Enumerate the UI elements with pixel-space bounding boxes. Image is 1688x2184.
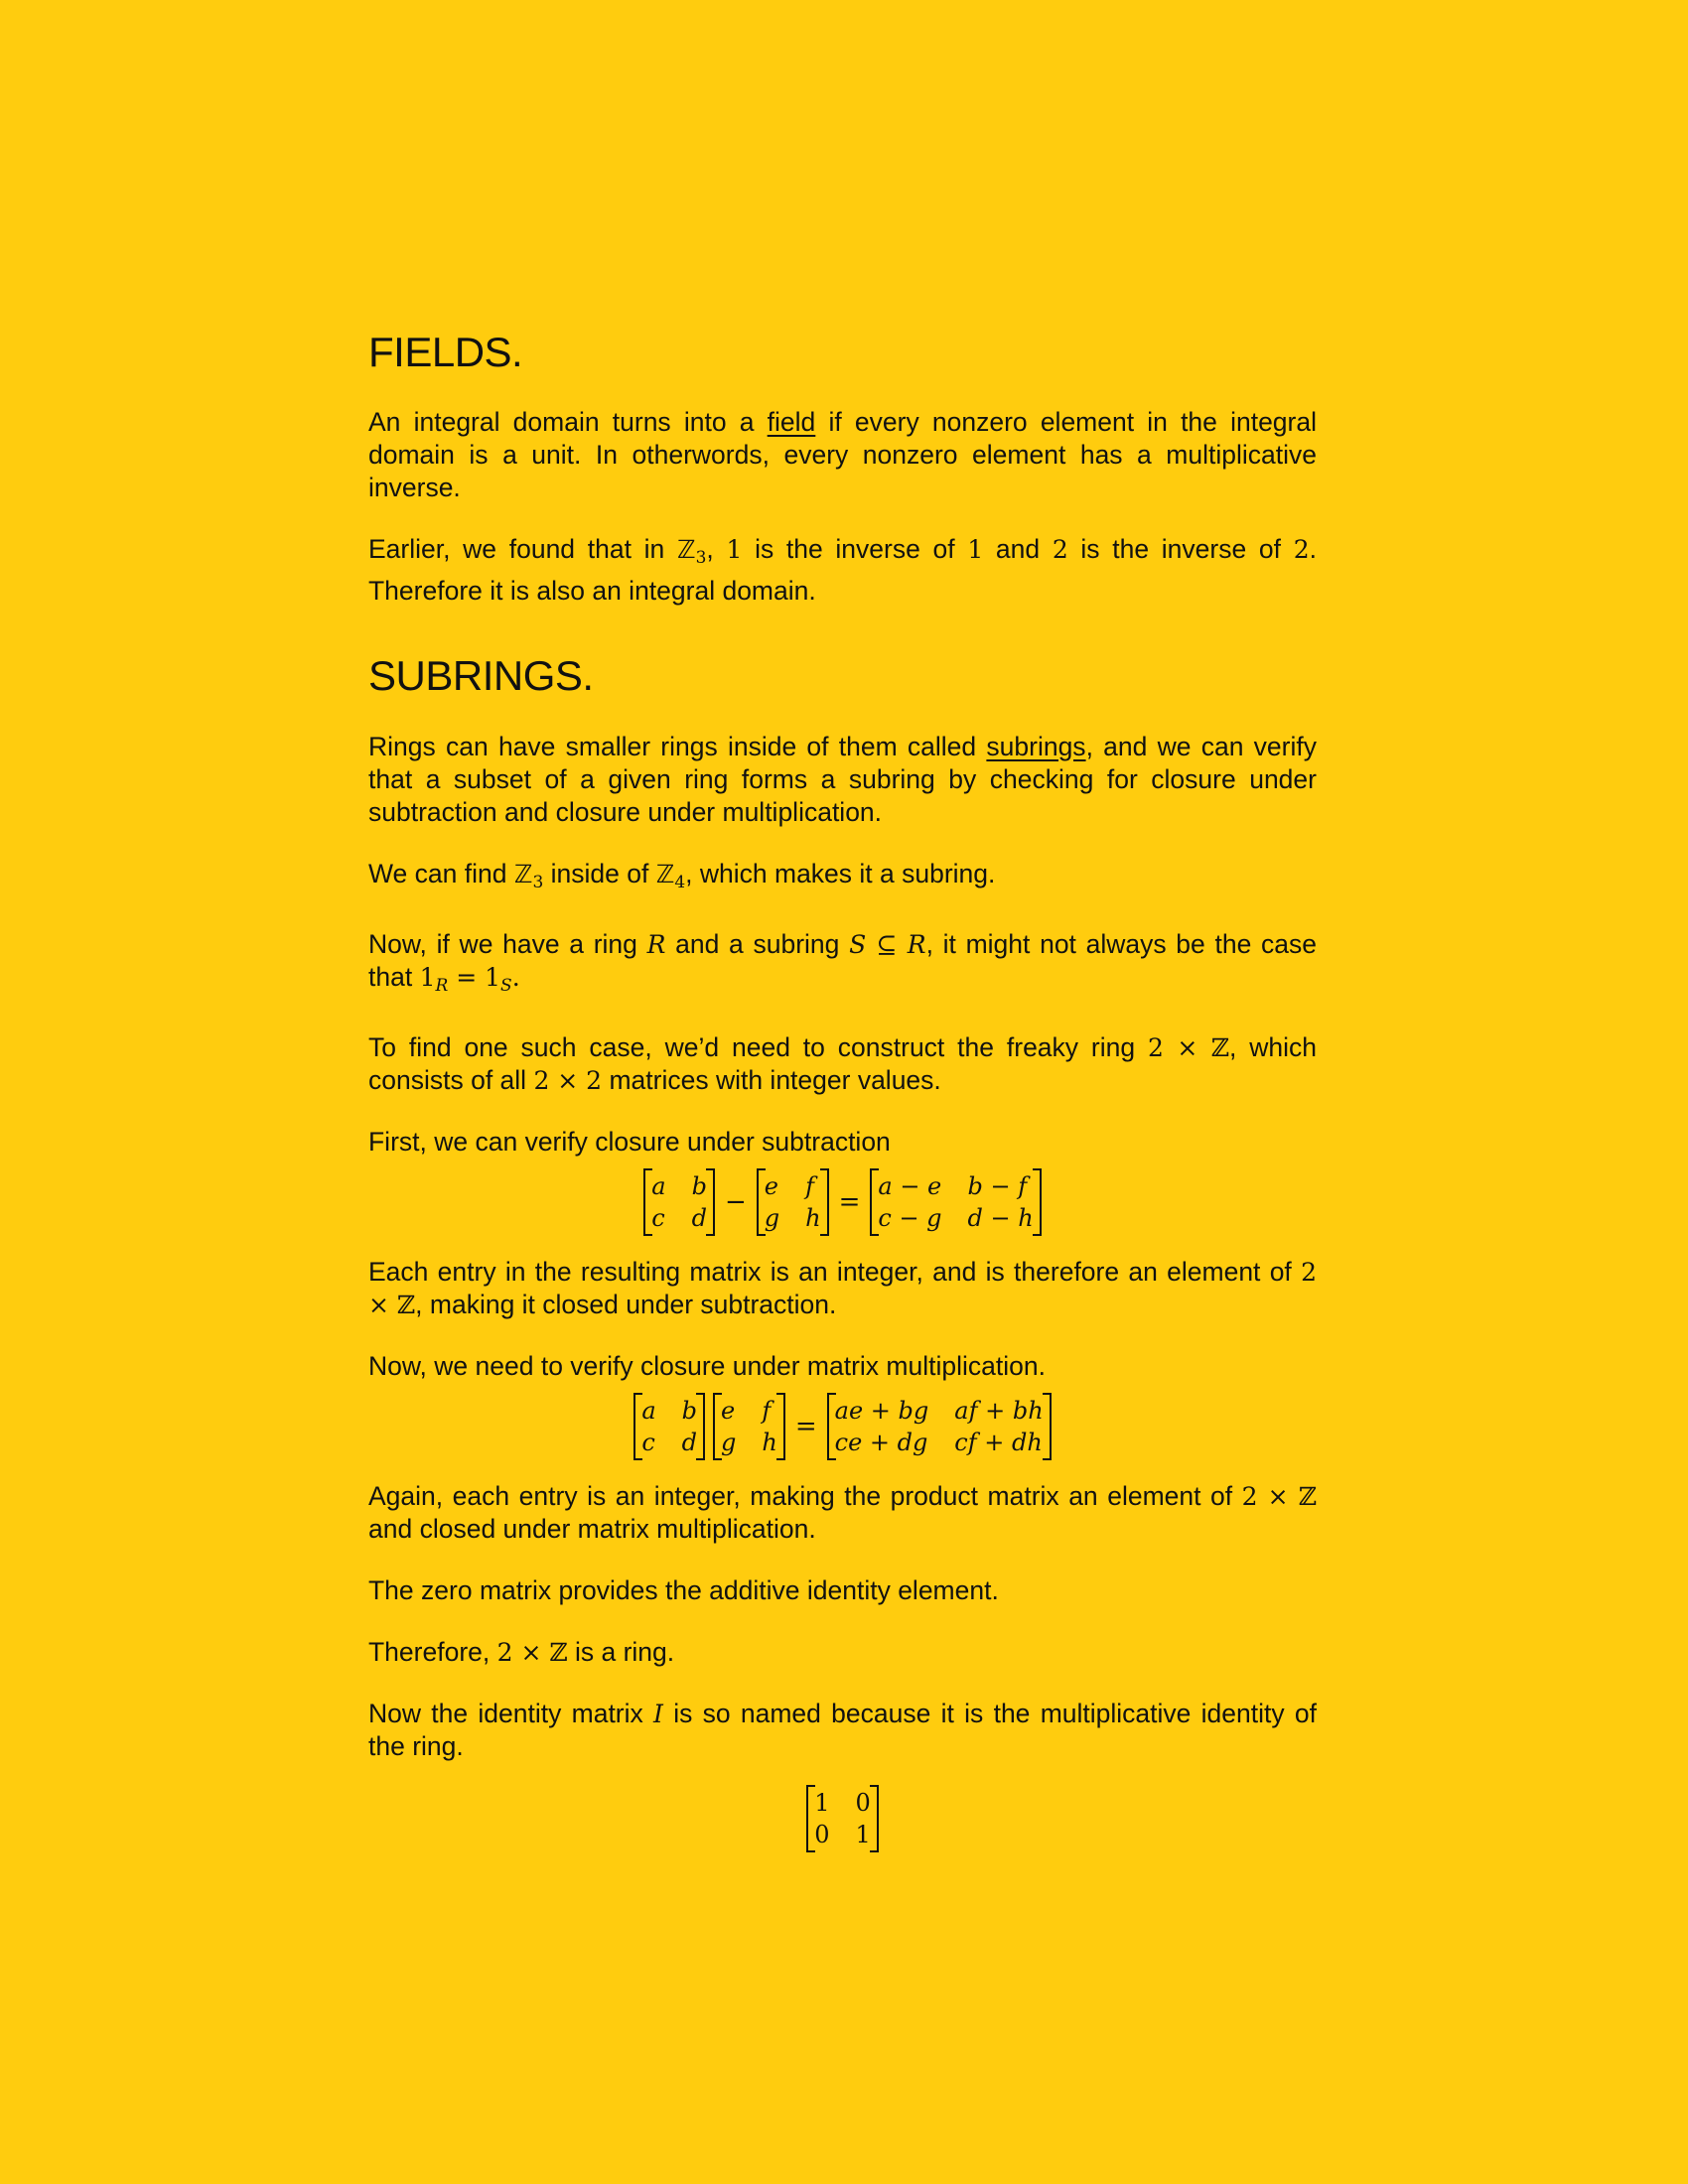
matrix-abcd [633,1393,705,1460]
matrix-entry: g [721,1428,737,1456]
matrix-entry: 1 [814,1788,830,1817]
matrix-entry: h [805,1203,821,1232]
text-run: 1 [419,962,436,992]
matrix-entry: g [764,1203,780,1232]
text-run: 4 [674,872,686,892]
matrix-efgh [713,1393,785,1460]
text-run: Again, each entry is an integer, making the product matrix an element of [368,1480,1242,1511]
matrix-entry: 0 [814,1820,830,1848]
text-run: , which makes it a subring. [685,858,996,888]
text-run: = [448,962,486,992]
subtraction-equation [368,1168,1317,1236]
text-run: is the inverse of [742,534,968,565]
text-run: 1 [967,535,984,565]
text-run: and closed under matrix multiplication. [368,1513,816,1544]
subrings-paragraph-2 [368,858,1317,899]
text-run: Each entry in the resulting matrix is an integer, and is therefore an element of [368,1256,1302,1287]
text-run: I [653,1699,663,1728]
text-run: . [511,962,520,992]
subrings-heading: SUBRINGS. [368,652,594,700]
text-run: . Therefore it is also an integral domain. [368,534,1317,607]
identity-matrix-display [368,1785,1317,1852]
matrix-entry: f [805,1171,814,1200]
matrix-entry: ae + bg [834,1396,929,1425]
text-run: S [849,929,867,959]
text-run: Now, if we have a ring [368,928,647,959]
matrix-entry: e [721,1396,736,1425]
text-run: R [646,929,666,959]
text-run: 2 × ℤ [368,1257,1317,1319]
matrix-entry: cf + dh [954,1428,1043,1456]
text-run: matrices with integer values. [602,1064,941,1095]
text-run: is a ring. [567,1636,675,1667]
document-page [368,328,1317,1852]
subrings-paragraph-9: The zero matrix provides the additive identity element. [368,1574,999,1605]
matrix-entry: b − f [967,1171,1028,1200]
subrings-term: subrings [986,731,1086,761]
text-run: , making it closed under subtraction. [415,1289,837,1319]
text-run: and a subring [665,928,850,959]
text-run: ℤ [513,859,533,888]
text-run: R [435,975,449,996]
matrix-entry: 0 [855,1788,871,1817]
minus-operator: − [724,1186,747,1217]
equals-operator: = [838,1186,861,1217]
subrings-paragraph-11 [368,1698,1317,1763]
subrings-paragraph-7: Now, we need to verify closure under matrix multiplication. [368,1350,1046,1381]
subrings-paragraph-3 [368,928,1317,1003]
matrix-entry: h [762,1428,777,1456]
text-run: Earlier, we found that in [368,534,677,565]
text-run: 2 × ℤ [1241,1481,1317,1511]
matrix-entry: e [764,1171,778,1200]
subrings-paragraph-10 [368,1636,1317,1669]
matrix-entry: a [651,1171,666,1200]
subrings-paragraph-6 [368,1256,1317,1321]
subrings-paragraph-1 [368,731,1317,829]
text-run: ℤ [676,535,696,565]
subrings-paragraph-5: First, we can verify closure under subtraction [368,1126,891,1157]
matrix-entry: c [641,1428,655,1456]
text-run: , [706,534,727,565]
text-run: Rings can have smaller rings inside of them called [368,731,987,761]
text-run: R [907,929,926,959]
matrix-entry: d [681,1428,698,1456]
subrings-paragraph-4 [368,1031,1317,1097]
text-run: , and we can verify that a subset of a given ring forms a subring by checking for closure under subtraction and closure under multiplication. [368,731,1317,827]
multiplication-equation [368,1393,1317,1460]
text-run: , which consists of all [368,1031,1318,1095]
text-run: 3 [532,872,544,892]
matrix-entry: a [641,1396,656,1425]
matrix-difference [870,1168,1041,1236]
text-run: ℤ [655,859,675,888]
matrix-entry: d − h [967,1203,1034,1232]
matrix-entry: d [691,1203,707,1232]
text-run: An integral domain turns into a [368,407,768,438]
text-run: , it might not always be the case that [368,928,1317,992]
text-run: is the inverse of [1067,534,1294,565]
text-run: if every nonzero element in the integral domain is a unit. In otherwords, every nonzero element has a multiplicative inverse. [368,407,1317,503]
fields-paragraph-1 [368,406,1317,504]
text-run: Therefore, [368,1636,497,1667]
identity-matrix [806,1785,879,1852]
equals-operator: = [794,1411,817,1441]
text-run: To find one such case, we’d need to construct the freaky ring [368,1031,1148,1062]
fields-heading: FIELDS. [368,329,523,375]
matrix-entry: f [762,1396,772,1425]
text-run: 2 × 2 [533,1065,603,1095]
matrix-entry: a − e [878,1171,942,1200]
subrings-paragraph-8 [368,1480,1317,1546]
text-run: 3 [695,548,707,569]
text-run: 2 [1293,535,1310,565]
matrix-entry: b [681,1396,698,1425]
text-run: 2 × ℤ [496,1637,568,1667]
text-run: ⊆ [866,929,908,959]
text-run: inside of [543,858,656,888]
field-term: field [767,407,816,438]
fields-paragraph-2 [368,533,1317,608]
text-run: 1 [726,535,743,565]
matrix-entry: ce + dg [834,1428,928,1456]
text-run: S [500,975,512,996]
matrix-entry: af + bh [954,1396,1044,1425]
text-run: Now the identity matrix [368,1698,654,1728]
matrix-entry: 1 [855,1820,871,1848]
text-run: 2 × ℤ [1147,1032,1230,1062]
matrix-abcd [643,1168,715,1236]
matrix-efgh [757,1168,829,1236]
text-run: 2 [1052,535,1068,565]
matrix-product [827,1393,1052,1460]
text-run: We can find [368,858,514,888]
matrix-entry: c − g [878,1203,942,1232]
matrix-entry: b [691,1171,707,1200]
text-run: 1 [485,962,501,992]
text-run: and [983,534,1053,565]
matrix-entry: c [651,1203,665,1232]
text-run: is so named because it is the multiplicative identity of the ring. [368,1698,1317,1761]
